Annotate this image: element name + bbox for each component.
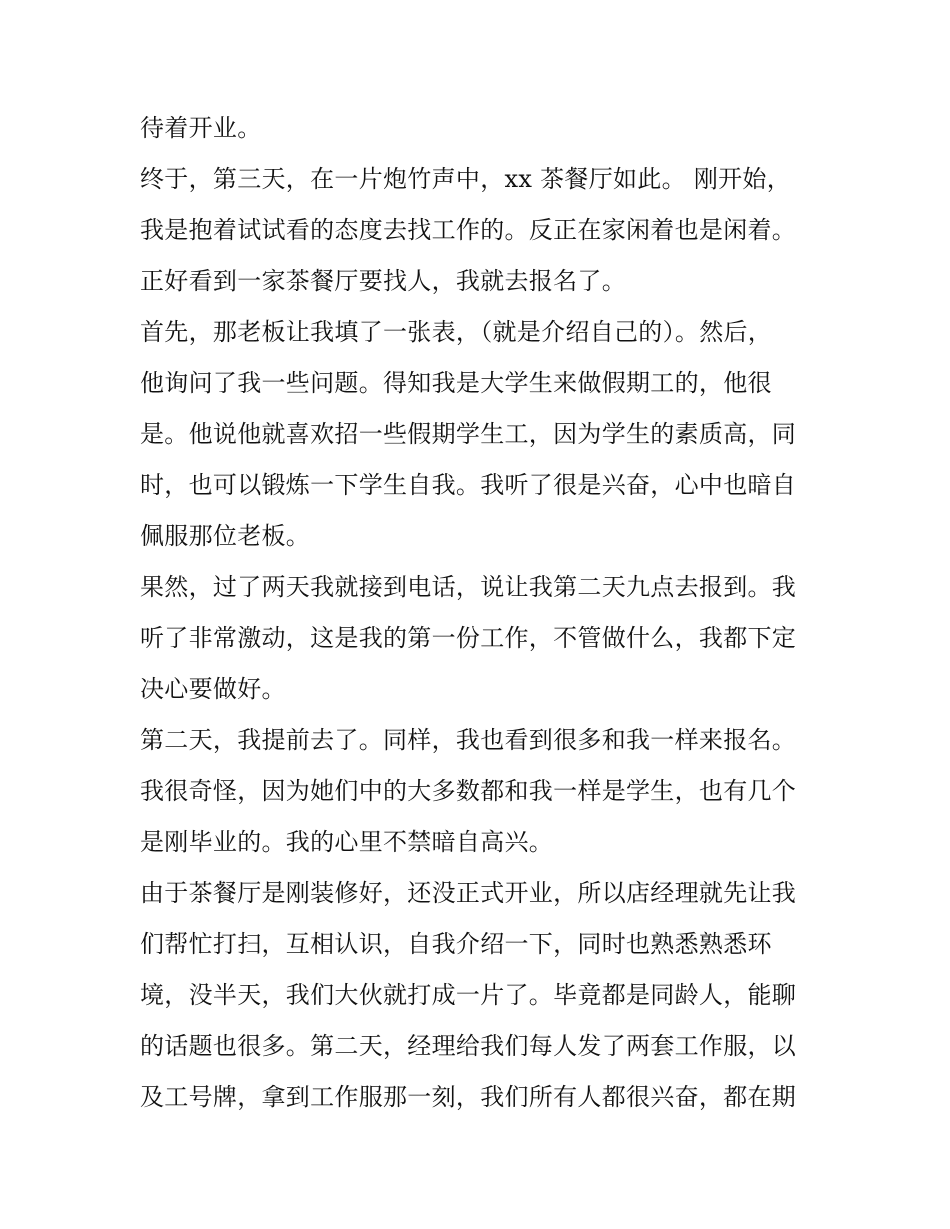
text-line: 及工号牌，拿到工作服那一刻，我们所有人都很兴奋，都在期 — [140, 1083, 797, 1111]
text-line: 是刚毕业的。我的心里不禁暗自高兴。 — [140, 828, 554, 856]
text-line: 们帮忙打扫，互相认识，自我介绍一下，同时也熟悉熟悉环 — [140, 930, 772, 958]
text-line: 果然，过了两天我就接到电话，说让我第二天九点去报到。我 — [140, 573, 797, 601]
text-line: 终于，第三天，在一片炮竹声中，xx 茶餐厅如此。 刚开始， — [140, 165, 792, 193]
text-line: 我很奇怪，因为她们中的大多数都和我一样是学生，也有几个 — [140, 777, 797, 805]
body-text — [140, 103, 820, 1123]
text-line: 我是抱着试试看的态度去找工作的。反正在家闲着也是闲着。 — [140, 216, 797, 244]
text-line: 正好看到一家茶餐厅要找人，我就去报名了。 — [140, 267, 626, 295]
text-line: 首先，那老板让我填了一张表，（就是介绍自己的）。然后， — [140, 318, 773, 346]
text-line: 境，没半天，我们大伙就打成一片了。毕竟都是同龄人，能聊 — [140, 981, 797, 1009]
text-line: 待着开业。 — [140, 114, 262, 142]
text-line: 决心要做好。 — [140, 675, 286, 703]
text-line: 佩服那位老板。 — [140, 522, 311, 550]
text-line: 时，也可以锻炼一下学生自我。我听了很是兴奋，心中也暗自 — [140, 471, 797, 499]
text-line: 的话题也很多。第二天，经理给我们每人发了两套工作服，以 — [140, 1032, 797, 1060]
text-line: 第二天，我提前去了。同样，我也看到很多和我一样来报名。 — [140, 726, 797, 754]
text-line: 由于茶餐厅是刚装修好，还没正式开业，所以店经理就先让我 — [140, 879, 797, 907]
text-line: 是。他说他就喜欢招一些假期学生工，因为学生的素质高，同 — [140, 420, 797, 448]
text-line: 他询问了我一些问题。得知我是大学生来做假期工的，他很 — [140, 369, 772, 397]
text-line: 听了非常激动，这是我的第一份工作，不管做什么，我都下定 — [140, 624, 797, 652]
